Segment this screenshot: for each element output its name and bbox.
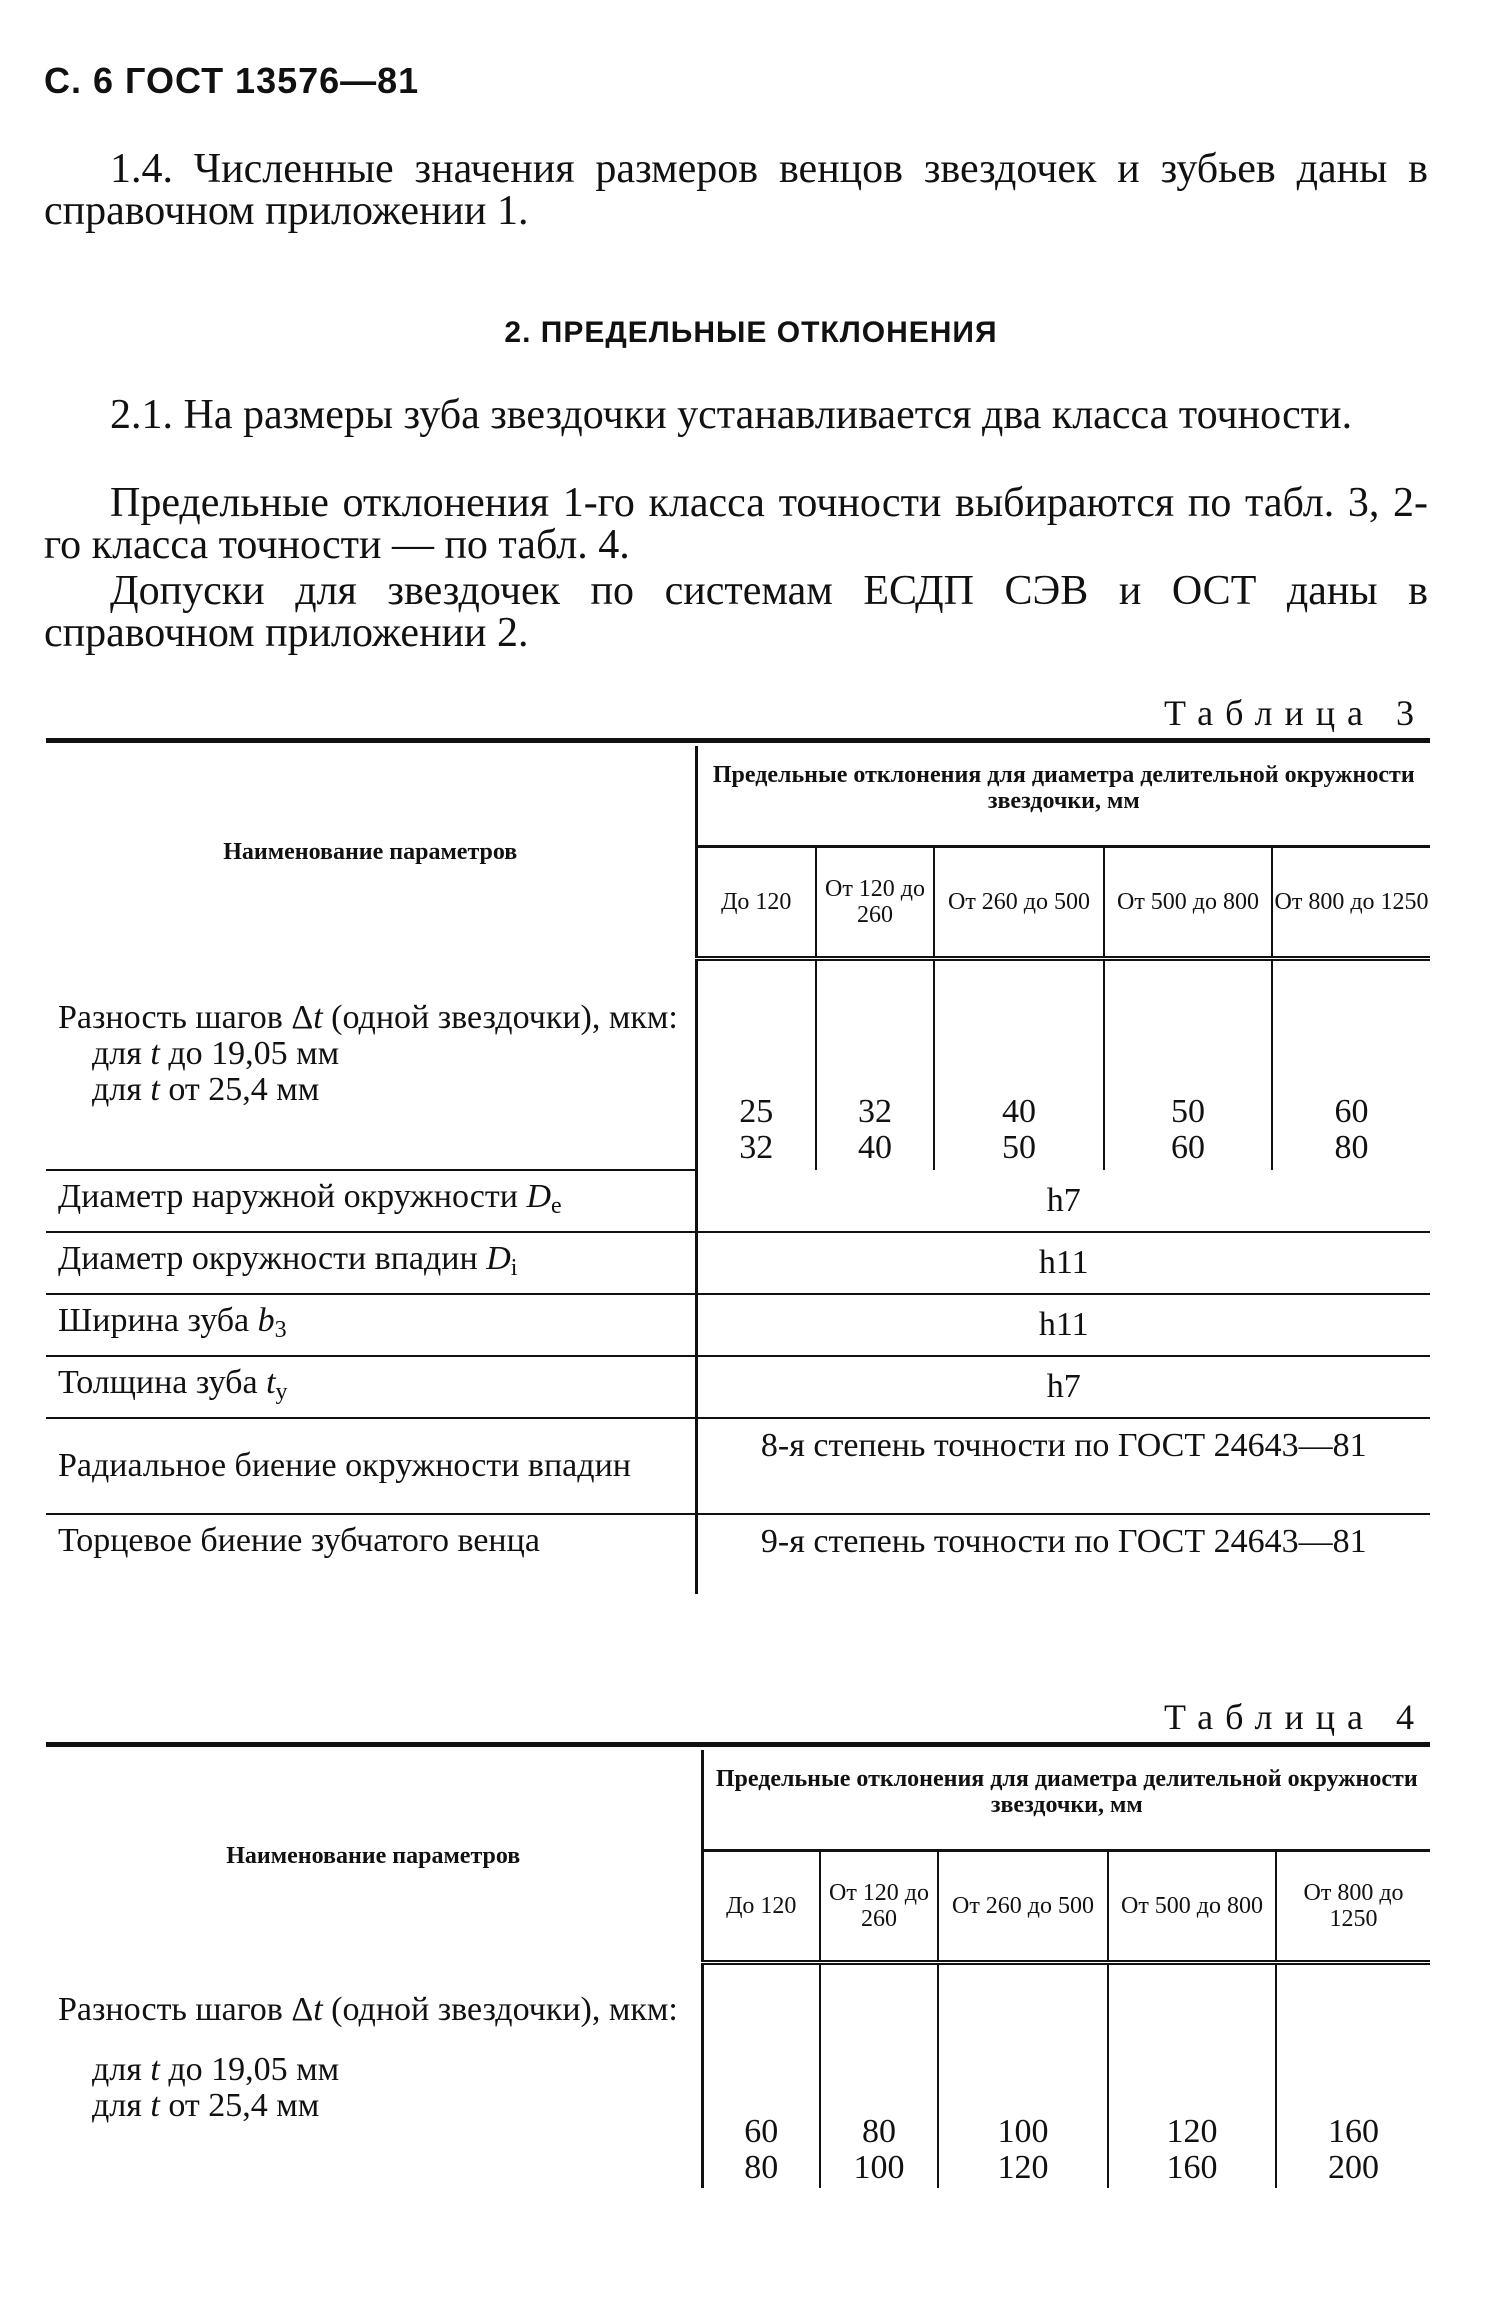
- table-4-group-header: Предельные отклонения для диаметра делительной окружности звездочки, мм: [702, 1750, 1430, 1850]
- table-4-grid: [46, 1750, 1430, 2188]
- table-4-sub-header: От 260 до 500: [938, 1850, 1108, 1962]
- table-3-sub-header: От 800 до 1250: [1272, 846, 1430, 958]
- table-3-row-value: h11: [696, 1294, 1430, 1356]
- table-3-row-value: h7: [696, 1356, 1430, 1418]
- table-4-pitch-subrow-1: для t до 19,05 мм: [92, 2051, 340, 2088]
- table-3: [46, 738, 1430, 1618]
- paragraph-2-1-limits: Предельные отклонения 1-го класса точности выбираются по табл. 3, 2-го класса точности — по табл. 4.: [44, 480, 1428, 568]
- table-3-pitch-values-col-2: 32 40: [816, 1000, 934, 1170]
- page-header: С. 6 ГОСТ 13576—81: [44, 60, 420, 101]
- table-3-sub-header: От 120 до 260: [816, 846, 934, 958]
- section-title: 2. ПРЕДЕЛЬНЫЕ ОТКЛОНЕНИЯ: [504, 316, 998, 349]
- paragraph-2-1: 2.1. На размеры зуба звездочки устанавливается два класса точности.: [110, 392, 1353, 438]
- table-4-pitch-values-col-4: 120 160: [1108, 1992, 1276, 2188]
- table-3-row-name: Ширина зуба $b_3$: [46, 1294, 696, 1356]
- table-3-pitch-values-col-1: 25 32: [696, 1000, 816, 1170]
- table-3-pitch-subrow-1: для t до 19,05 мм: [92, 1035, 340, 1072]
- table-3-row-name: Толщина зуба $t_y$: [46, 1356, 696, 1418]
- table-4-sub-header: От 120 до 260: [820, 1850, 938, 1962]
- table-4-sub-header: До 120: [702, 1850, 820, 1962]
- table-3-row-value: 9-я степень точности по ГОСТ 24643—81: [760, 1523, 1367, 1560]
- table-3-pitch-values-col-4: 50 60: [1104, 1000, 1272, 1170]
- table-3-pitch-row-name: Разность шагов Δt (одной звездочки), мкм: для t до 19,05 мм для t от 25,4 мм: [46, 1000, 696, 1170]
- table-3-pitch-subrow-2: для t от 25,4 мм: [92, 1071, 320, 1108]
- table-3-col-name-header: Наименование параметров: [46, 746, 696, 958]
- table-3-row-value: h7: [696, 1170, 1430, 1232]
- table-4: [46, 1742, 1430, 2242]
- table-4-sub-header: От 500 до 800: [1108, 1850, 1276, 1962]
- table-4-top-rule: [46, 1742, 1430, 1747]
- table-3-label: Таблица 3: [1164, 693, 1426, 733]
- table-4-label: Таблица 4: [1164, 1697, 1426, 1737]
- table-4-pitch-subrow-2: для t от 25,4 мм: [92, 2087, 320, 2124]
- table-3-pitch-values-col-5: 60 80: [1334, 1093, 1369, 1166]
- table-3-sub-header: От 500 до 800: [1104, 846, 1272, 958]
- table-3-top-rule: [46, 738, 1430, 743]
- table-4-pitch-values-col-3: 100 120: [938, 1992, 1108, 2188]
- paragraph-2-1-tolerances: Допуски для звездочек по системам ЕСДП СЭВ и ОСТ даны в справочном приложении 2.: [44, 568, 1428, 656]
- table-3-row-value: h11: [696, 1232, 1430, 1294]
- table-3-sub-header: До 120: [696, 846, 816, 958]
- table-4-pitch-row-name: Разность шагов Δt (одной звездочки), мкм: для t до 19,05 мм для t от 25,4 мм: [46, 1992, 702, 2188]
- table-4-sub-header: От 800 до 1250: [1276, 1850, 1430, 1962]
- paragraph-1-4: 1.4. Численные значения размеров венцов звездочек и зубьев даны в справочном приложении 1.: [44, 146, 1428, 234]
- table-3-row-name: Торцевое биение зубчатого венца: [46, 1514, 696, 1594]
- table-3-grid: [46, 746, 1430, 1594]
- table-4-pitch-values-col-1: 60 80: [702, 1992, 820, 2188]
- table-3-pitch-values-col-3: 40 50: [934, 1000, 1104, 1170]
- table-4-pitch-values-col-2: 80 100: [820, 1992, 938, 2188]
- table-4-col-name-header: Наименование параметров: [46, 1750, 702, 1962]
- table-3-row-value: 8-я степень точности по ГОСТ 24643—81: [696, 1418, 1430, 1514]
- table-4-pitch-values-col-5: 160 200: [1328, 2113, 1380, 2186]
- table-3-row-name: Диаметр наружной окружности $D_e$: [46, 1170, 696, 1232]
- table-3-row-name: Диаметр окружности впадин $D_i$: [46, 1232, 696, 1294]
- table-3-group-header: Предельные отклонения для диаметра делительной окружности звездочки, мм: [696, 746, 1430, 846]
- table-3-sub-header: От 260 до 500: [934, 846, 1104, 958]
- table-3-row-name: Радиальное биение окружности впадин: [46, 1418, 696, 1514]
